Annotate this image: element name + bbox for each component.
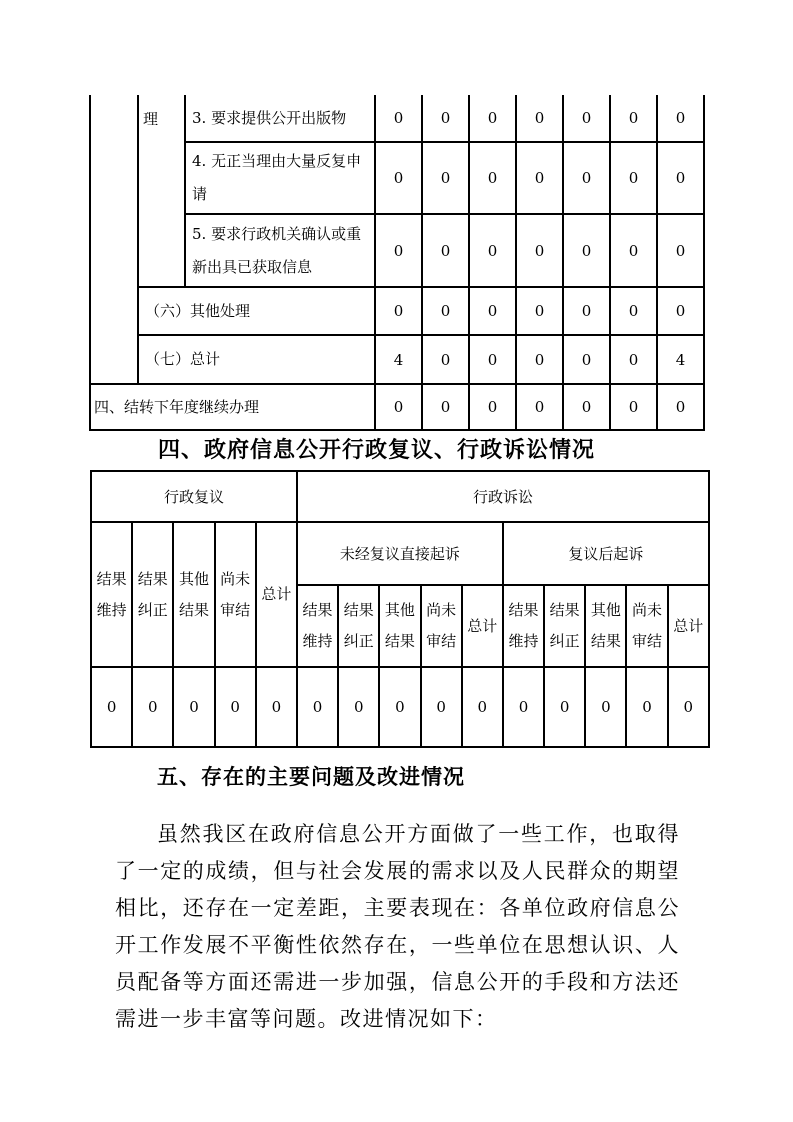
- column-header: [626, 585, 667, 667]
- header-line: 其他: [178, 569, 209, 588]
- value-cell: 0: [421, 667, 462, 747]
- column-header: [256, 522, 297, 667]
- header-line: 结果: [590, 632, 621, 650]
- column-header: [132, 522, 173, 667]
- header-line: 纠正: [137, 600, 168, 619]
- column-header: [338, 585, 379, 667]
- review-group-header: 行政复议: [91, 471, 297, 522]
- header-line: 审结: [426, 632, 457, 650]
- value-cell: 0: [375, 95, 422, 142]
- header-line: 结果: [384, 632, 415, 650]
- header-line: 结果: [96, 569, 127, 588]
- value-cell: 0: [422, 142, 469, 214]
- value-cell: 0: [503, 667, 544, 747]
- value-cell: 0: [469, 95, 516, 142]
- value-cell: 0: [379, 667, 420, 747]
- column-header: [215, 522, 256, 667]
- value-cell: 0: [469, 384, 516, 430]
- value-cell: 0: [610, 384, 657, 430]
- direct-suit-header: 未经复议直接起诉: [297, 522, 503, 585]
- value-cell: 0: [422, 335, 469, 384]
- value-cell: 0: [610, 335, 657, 384]
- header-line: 结果: [302, 601, 333, 619]
- value-cell: 0: [610, 214, 657, 287]
- column-header: [585, 585, 626, 667]
- section-title-administrative-review: 四、政府信息公开行政复议、行政诉讼情况: [158, 438, 596, 463]
- row-label-cell: （七）总计: [138, 335, 375, 384]
- table-row: [90, 384, 704, 430]
- row-label-cell: 3. 要求提供公开出版物: [185, 95, 375, 142]
- value-cell: 0: [563, 95, 610, 142]
- value-cell: 0: [657, 287, 704, 335]
- header-line: 审结: [220, 600, 251, 619]
- request-handling-table: [89, 95, 705, 431]
- value-cell: 0: [422, 214, 469, 287]
- value-cell: 0: [610, 142, 657, 214]
- header-line: 总计: [467, 616, 498, 635]
- header-line: 尚未: [632, 601, 663, 619]
- value-cell: 0: [516, 287, 563, 335]
- table-row: [91, 522, 709, 585]
- value-cell: 0: [610, 287, 657, 335]
- value-cell: 0: [469, 335, 516, 384]
- value-cell: 0: [657, 214, 704, 287]
- value-cell: 4: [375, 335, 422, 384]
- table-row: [91, 471, 709, 522]
- carryover-text-cell: 理: [138, 95, 185, 287]
- header-line: 总计: [261, 585, 292, 603]
- header-line: 尚未: [220, 569, 251, 588]
- column-header: [297, 585, 338, 667]
- column-header: [668, 585, 709, 667]
- review-litigation-table: [90, 470, 710, 748]
- value-cell: 0: [563, 287, 610, 335]
- header-line: 审结: [632, 632, 663, 650]
- value-cell: 0: [422, 287, 469, 335]
- column-header: [544, 585, 585, 667]
- header-line: 维持: [302, 632, 333, 650]
- value-cell: 0: [657, 142, 704, 214]
- value-cell: 0: [469, 214, 516, 287]
- header-line: 结果: [137, 569, 168, 588]
- value-cell: 0: [375, 287, 422, 335]
- value-cell: 0: [544, 667, 585, 747]
- merged-empty-cell: [90, 95, 138, 384]
- header-line: 其他: [384, 601, 415, 619]
- header-line: 其他: [590, 601, 621, 619]
- value-cell: 0: [462, 667, 503, 747]
- header-line: 纠正: [343, 632, 374, 650]
- column-header: [421, 585, 462, 667]
- value-cell: 0: [375, 214, 422, 287]
- litigation-group-header: 行政诉讼: [297, 471, 709, 522]
- value-cell: 0: [297, 667, 338, 747]
- header-line: 结果: [549, 601, 580, 619]
- value-cell: 0: [375, 142, 422, 214]
- value-cell: 0: [563, 384, 610, 430]
- value-cell: 0: [610, 95, 657, 142]
- value-cell: 0: [516, 142, 563, 214]
- table-row: [90, 95, 704, 142]
- value-cell: 0: [215, 667, 256, 747]
- value-cell: 0: [516, 384, 563, 430]
- header-line: 结果: [343, 601, 374, 619]
- header-line: 维持: [96, 600, 127, 619]
- value-cell: 0: [626, 667, 667, 747]
- table-row: [90, 287, 704, 335]
- value-cell: 0: [657, 95, 704, 142]
- value-cell: 0: [469, 142, 516, 214]
- value-cell: 0: [256, 667, 297, 747]
- value-cell: 0: [422, 384, 469, 430]
- value-cell: 0: [563, 214, 610, 287]
- value-cell: 0: [422, 95, 469, 142]
- row-label-cell: 5. 要求行政机关确认或重新出具已获取信息: [185, 214, 375, 287]
- column-header: [379, 585, 420, 667]
- header-line: 结果: [508, 601, 539, 619]
- table-row: [91, 667, 709, 747]
- header-line: 纠正: [549, 632, 580, 650]
- value-cell: 0: [516, 214, 563, 287]
- column-header: [91, 522, 132, 667]
- header-line: 结果: [178, 600, 209, 619]
- value-cell: 4: [657, 335, 704, 384]
- problems-paragraph: 虽然我区在政府信息公开方面做了一些工作，也取得了一定的成绩，但与社会发展的需求以及人民群众的期望相比，还存在一定差距，主要表现在：各单位政府信息公开工作发展不平衡性依然存在，一些单位在思想认识、人员配备等方面还需进一步加强，信息公开的手段和方法还需进一步丰富等问题。改进情况如下：: [115, 822, 680, 1031]
- column-header: [173, 522, 214, 667]
- row-label-cell: （六）其他处理: [138, 287, 375, 335]
- value-cell: 0: [657, 384, 704, 430]
- value-cell: 0: [516, 335, 563, 384]
- value-cell: 0: [563, 142, 610, 214]
- header-line: 尚未: [426, 601, 457, 619]
- value-cell: 0: [516, 95, 563, 142]
- table-row: [90, 335, 704, 384]
- value-cell: 0: [469, 287, 516, 335]
- header-line: 总计: [673, 616, 704, 635]
- header-line: 维持: [508, 632, 539, 650]
- row-label-cell: 4. 无正当理由大量反复申请: [185, 142, 375, 214]
- value-cell: 0: [668, 667, 709, 747]
- column-header: [503, 585, 544, 667]
- section-title-problems: 五、存在的主要问题及改进情况: [157, 765, 465, 789]
- value-cell: 0: [375, 384, 422, 430]
- row-label-cell: 四、结转下年度继续办理: [90, 384, 375, 430]
- column-header: [462, 585, 503, 667]
- value-cell: 0: [563, 335, 610, 384]
- after-review-suit-header: 复议后起诉: [503, 522, 709, 585]
- value-cell: 0: [338, 667, 379, 747]
- value-cell: 0: [173, 667, 214, 747]
- value-cell: 0: [585, 667, 626, 747]
- value-cell: 0: [132, 667, 173, 747]
- value-cell: 0: [91, 667, 132, 747]
